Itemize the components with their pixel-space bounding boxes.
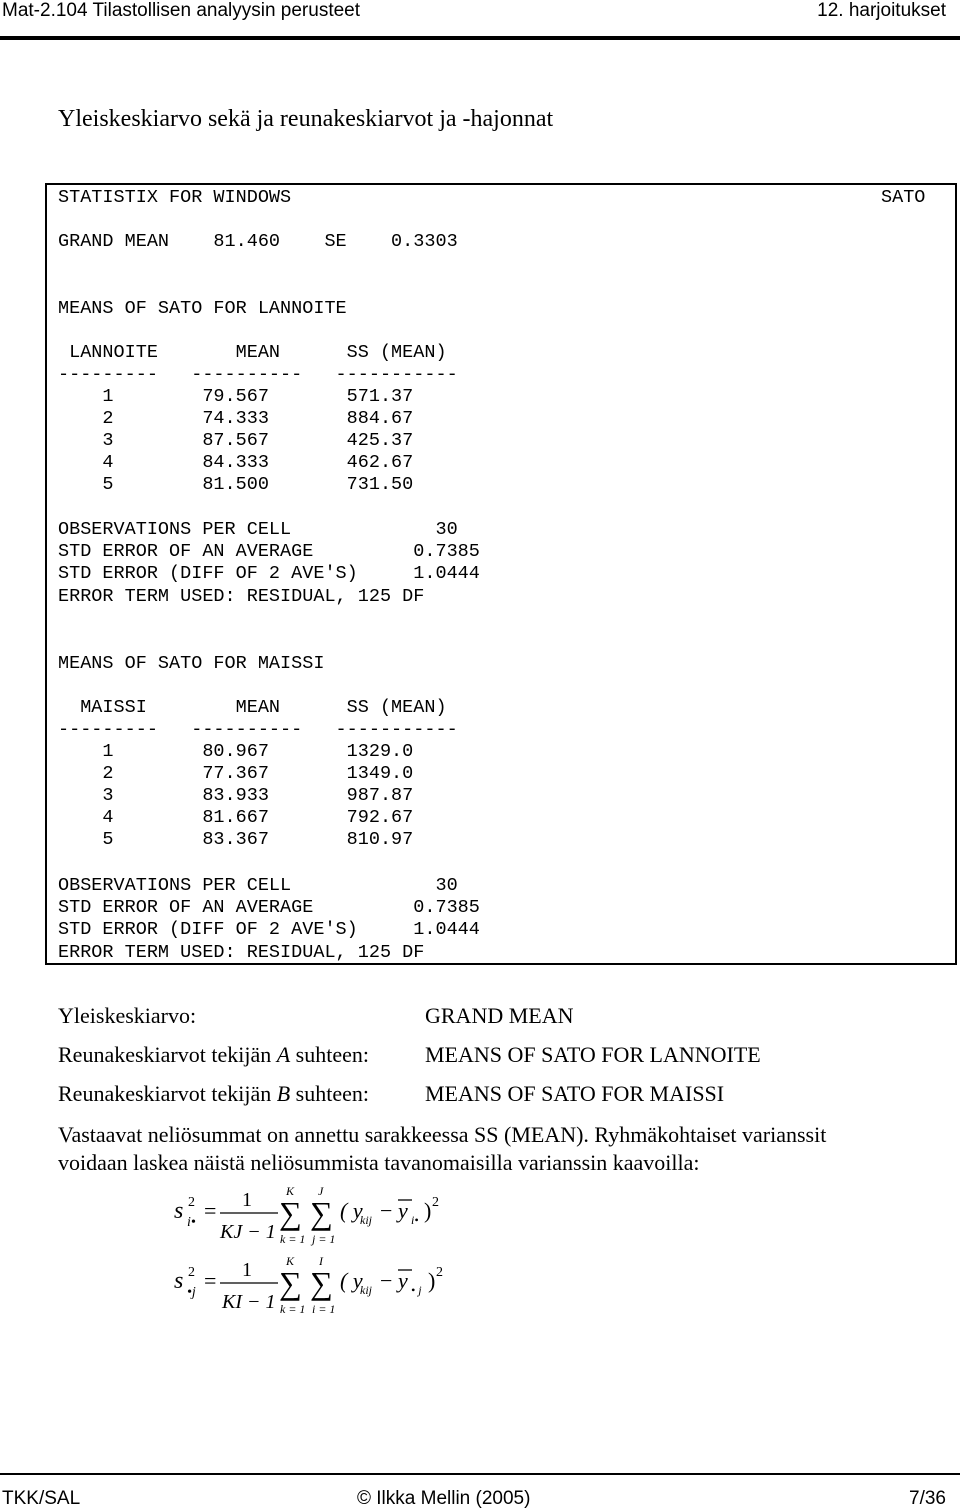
table-row: 5 83.367 810.97 <box>58 829 414 850</box>
formula-lhs-sup: 2 <box>188 1265 195 1280</box>
formula-lhs-sub: •j <box>187 1285 196 1300</box>
formula-power: 2 <box>432 1195 439 1210</box>
std-error-average: STD ERROR OF AN AVERAGE 0.7385 <box>58 897 480 918</box>
sigma-icon: ∑ <box>310 1265 333 1301</box>
sum-upper-limit: K <box>286 1184 295 1198</box>
exercise-label: 12. harjoitukset <box>817 0 946 21</box>
paragraph-line-2: voidaan laskea näistä neliösummista tavanomaisilla varianssin kaavoilla: <box>58 1150 700 1175</box>
program-name: STATISTIX FOR WINDOWS <box>58 187 292 208</box>
std-error-diff: STD ERROR (DIFF OF 2 AVE'S) 1.0444 <box>58 563 480 584</box>
definition-value-factor-a: MEANS OF SATO FOR LANNOITE <box>425 1042 761 1067</box>
block-maissi-dashes: --------- ---------- ----------- <box>58 719 458 740</box>
obs-per-cell: OBSERVATIONS PER CELL 30 <box>58 875 458 896</box>
footer-org: TKK/SAL <box>2 1488 81 1509</box>
block-lannoite-col-header: LANNOITE MEAN SS (MEAN) <box>58 342 447 363</box>
sum-upper-limit: K <box>286 1254 295 1268</box>
sum-lower-limit: k = 1 <box>280 1302 306 1316</box>
page-header <box>0 0 960 40</box>
footer-rule <box>0 1473 960 1475</box>
formula-equals: = <box>204 1198 217 1223</box>
table-row: 3 87.567 425.37 <box>58 430 414 451</box>
formula-term-sub: kij <box>360 1283 372 1297</box>
obs-per-cell: OBSERVATIONS PER CELL 30 <box>58 519 458 540</box>
header-rule <box>0 36 960 40</box>
formula-ybar-sub: • j <box>411 1283 422 1297</box>
table-row: 3 83.933 987.87 <box>58 785 414 806</box>
definition-value-factor-b: MEANS OF SATO FOR MAISSI <box>425 1081 725 1106</box>
formula-power: 2 <box>436 1265 443 1280</box>
formula-close-paren: ) <box>424 1198 432 1223</box>
formula-lhs-sup: 2 <box>188 1195 195 1210</box>
page-number: 7/36 <box>909 1488 946 1509</box>
std-error-average: STD ERROR OF AN AVERAGE 0.7385 <box>58 541 480 562</box>
sigma-icon: ∑ <box>279 1195 302 1231</box>
course-name: Mat-2.104 Tilastollisen analyysin perusteet <box>2 0 361 21</box>
paragraph-line-1: Vastaavat neliösummat on annettu sarakkeessa SS (MEAN). Ryhmäkohtaiset varianssit <box>58 1122 827 1147</box>
block-maissi-heading: MEANS OF SATO FOR MAISSI <box>58 653 325 674</box>
formula-minus: − <box>380 1268 393 1293</box>
sum-upper-limit: I <box>319 1254 323 1268</box>
formula-lhs: s <box>174 1198 184 1224</box>
sum-lower-limit: j = 1 <box>312 1232 336 1246</box>
formula-close-paren: ) <box>428 1268 436 1293</box>
block-maissi-col-header: MAISSI MEAN SS (MEAN) <box>58 697 447 718</box>
sigma-icon: ∑ <box>279 1265 302 1301</box>
table-row: 4 84.333 462.67 <box>58 452 414 473</box>
error-term: ERROR TERM USED: RESIDUAL, 125 DF <box>58 942 425 963</box>
table-row: 1 79.567 571.37 <box>58 386 414 407</box>
grand-mean-line: GRAND MEAN 81.460 SE 0.3303 <box>58 231 458 252</box>
table-row: 2 74.333 884.67 <box>58 408 414 429</box>
formula-minus: − <box>380 1198 393 1223</box>
formula-column-variance <box>174 1254 443 1316</box>
formula-numerator: 1 <box>242 1189 252 1211</box>
block-lannoite-dashes: --------- ---------- ----------- <box>58 364 458 385</box>
formula-numerator: 1 <box>242 1259 252 1281</box>
sigma-icon: ∑ <box>310 1195 333 1231</box>
variance-formulas <box>160 1180 490 1330</box>
definition-value-grand-mean: GRAND MEAN <box>425 1003 574 1028</box>
formula-ybar: y <box>398 1198 408 1223</box>
sum-lower-limit: k = 1 <box>280 1232 306 1246</box>
definition-label-factor-b: Reunakeskiarvot tekijän B suhteen: <box>58 1081 369 1106</box>
variable-name: SATO <box>881 187 926 208</box>
formula-ybar: y <box>398 1268 408 1293</box>
formula-term: ( y <box>340 1268 363 1293</box>
formula-row-variance <box>174 1184 439 1246</box>
block-lannoite-heading: MEANS OF SATO FOR LANNOITE <box>58 298 347 319</box>
error-term: ERROR TERM USED: RESIDUAL, 125 DF <box>58 586 425 607</box>
formula-term: ( y <box>340 1198 363 1223</box>
formula-equals: = <box>204 1268 217 1293</box>
formula-term-sub: kij <box>360 1213 372 1227</box>
formula-ybar-sub: i• <box>411 1213 419 1227</box>
formula-denominator: KJ − 1 <box>220 1221 276 1243</box>
definition-label-grand-mean: Yleiskeskiarvo: <box>58 1003 197 1028</box>
section-title: Yleiskeskiarvo sekä ja reunakeskiarvot ja -hajonnat <box>58 106 554 132</box>
formula-lhs: s <box>174 1268 184 1294</box>
formula-lhs-sub: i• <box>187 1215 196 1230</box>
sum-upper-limit: J <box>318 1184 324 1198</box>
definition-label-factor-a: Reunakeskiarvot tekijän A suhteen: <box>58 1042 369 1067</box>
table-row: 1 80.967 1329.0 <box>58 741 414 762</box>
table-row: 2 77.367 1349.0 <box>58 763 414 784</box>
table-row: 4 81.667 792.67 <box>58 807 414 828</box>
formula-denominator: KI − 1 <box>222 1291 276 1313</box>
sum-lower-limit: i = 1 <box>312 1302 336 1316</box>
table-row: 5 81.500 731.50 <box>58 474 414 495</box>
footer-copyright: © Ilkka Mellin (2005) <box>357 1488 531 1509</box>
std-error-diff: STD ERROR (DIFF OF 2 AVE'S) 1.0444 <box>58 919 480 940</box>
